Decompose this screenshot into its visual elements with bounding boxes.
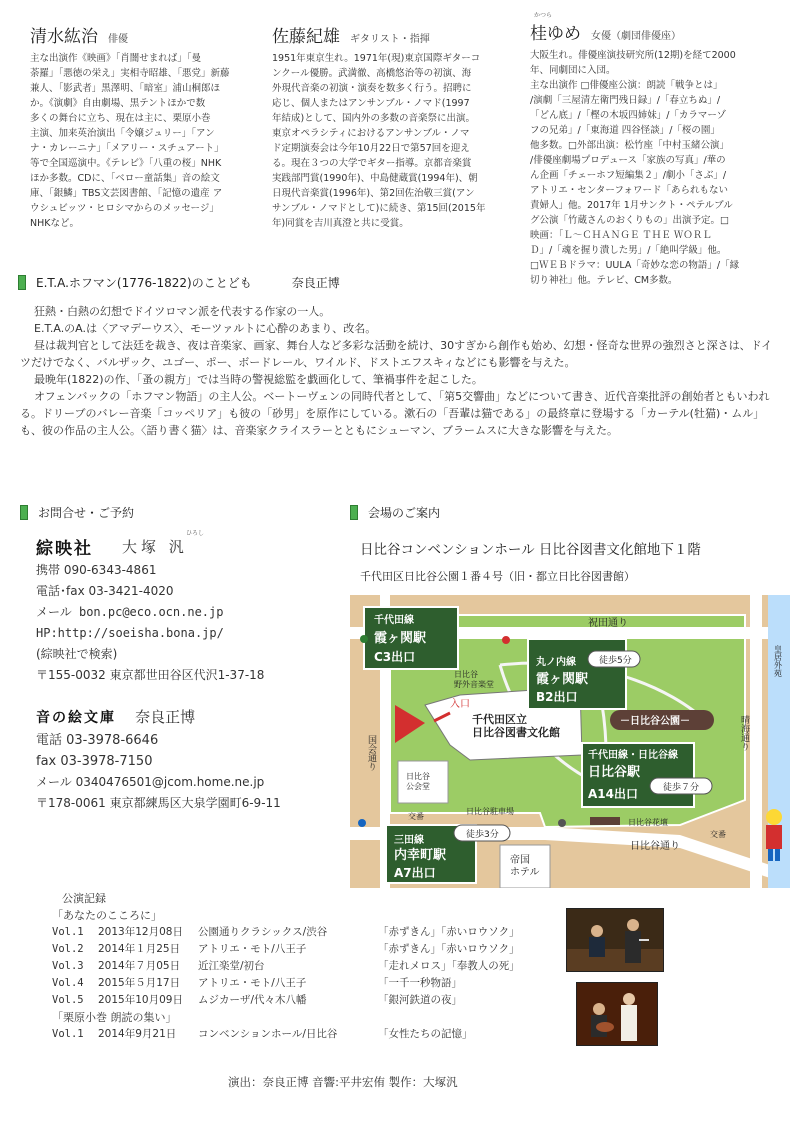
venue-address: 千代田区日比谷公園１番４号（旧・都立日比谷図書館） — [360, 570, 635, 583]
record-row — [52, 975, 562, 992]
map-label-police: 交番 — [710, 830, 726, 839]
record-works: 「銀河鉄道の夜」 — [378, 994, 462, 1006]
venue-map[interactable] — [350, 595, 790, 888]
contact-name: 大塚 汎 — [122, 538, 188, 556]
map-label-entrance: 入口 — [450, 699, 470, 710]
station-dot — [502, 636, 510, 644]
record-works: 「女性たちの記憶」 — [378, 1028, 473, 1040]
station-name: 霞ヶ関駅 — [374, 631, 427, 646]
contact-heading: お問合せ・ご予約 — [20, 502, 134, 521]
station-line: 千代田線 — [374, 615, 414, 626]
record-row — [52, 992, 562, 1009]
section-marker-icon — [20, 505, 28, 520]
profile-name: 桂ゆめ — [530, 24, 581, 44]
performance-photo — [576, 982, 658, 1046]
map-label-hotel: 帝国ホテル — [510, 855, 540, 878]
map-label-police: 交番 — [408, 812, 424, 821]
phone: 電話 03-3978-6646 — [36, 733, 159, 748]
essay-heading — [18, 272, 340, 291]
flowerbed-marker — [590, 817, 620, 825]
phone-fax: 電話･fax 03-3421-4020 — [36, 584, 174, 598]
map-label-outdoor-hall: 日比谷野外音楽堂 — [454, 670, 494, 689]
profile-name: 佐藤紀雄 — [272, 27, 340, 47]
station-exit: B2出口 — [536, 690, 578, 704]
profile-role: 女優（劇団俳優座） — [591, 31, 681, 42]
station-dot — [360, 635, 368, 643]
record-date: 2014年9月21日 — [98, 1028, 177, 1040]
record-date: 2015年５月17日 — [98, 977, 181, 989]
venue-name: 日比谷コンベンションホール 日比谷図書文化館地下１階 — [360, 542, 701, 558]
map-label-park: －日比谷公園－ — [620, 716, 690, 727]
street-label: 日比谷通り — [630, 841, 680, 852]
performance-photo-art — [567, 909, 663, 971]
essay-paragraph: 最晩年(1822)の作、「蚤の親方」では当時の警視総監を戯画化して、筆禍事件を起こした。 — [34, 373, 483, 386]
section-marker-icon — [18, 275, 26, 290]
address: 〒155-0032 東京都世田谷区代沢1-37-18 — [36, 668, 265, 682]
email-link[interactable]: メール bon.pc@eco.ocn.ne.jp — [36, 605, 224, 619]
performance-photo-art — [577, 983, 657, 1045]
record-venue: 公園通りクラシックス/渋谷 — [198, 926, 328, 938]
station-exit: A14出口 — [588, 787, 638, 801]
series2-rows — [52, 1026, 562, 1043]
record-vol: Vol.4 — [52, 977, 84, 989]
profile-role: ギタリスト・指揮 — [350, 34, 430, 45]
soeisha-logo: 綜映社 — [36, 539, 93, 559]
profile-text: 大阪生れ。俳優座演技研究所(12期)を経て2000 年、同劇団に入団。 主な出演作 □俳優座公演：朗読「戦争とは」 /演劇「三屋清左衛門残日録」/「春立ちぬ」/ 「どん底」/「樫の木坂四姉妹」/「カラマーゾ フの兄弟」/「東海道 四谷怪談」/「桜の園」 他多数。□外部出演：松竹座「中村玉緒公演」 /俳優座劇場プロデュース「家族の写真」/華の ん企画「チェーホフ短編集２」/劇小「さぶ」/ アトリエ・センターフォワード「あられもない 責婦人」他。2017年 1月サンクト・ペテルブル グ公演「竹蔵さんのおくりもの」出演予定。□ 映画：「Ｌ～ＣＨＡＮＧＥ ＴＨＥ ＷＯＲＬ Ｄ」/「魂を握り潰した男」/「絶叫学級」他。 □ＷＥＢドラマ：UULA「奇妙な恋の物語」/「縁 切り神社」他。テレビ、CM多数。 — [530, 50, 740, 286]
walk-label: 徒歩3分 — [466, 830, 499, 840]
profile-katsura — [530, 10, 792, 288]
essay-paragraph: 狂熱・白熱の幻想でドイツロマン派を代表する作家の一人。 — [34, 305, 331, 318]
homepage-link[interactable]: HP:http://soeisha.bona.jp/ — [36, 626, 224, 640]
record-vol: Vol.3 — [52, 960, 84, 972]
record-venue: アトリエ・モト/八王子 — [198, 943, 307, 955]
essay-body — [20, 303, 780, 439]
record-venue: 近江楽堂/初台 — [198, 960, 265, 972]
station-exit: A7出口 — [394, 866, 436, 880]
station-line: 丸ノ内線 — [536, 657, 576, 668]
profile-shimizu — [30, 22, 260, 231]
otonoebunko-logo: 音の絵文庫 — [36, 710, 116, 726]
profile-name: 清水紘治 — [30, 27, 98, 47]
record-vol: Vol.5 — [52, 994, 84, 1006]
record-venue: コンベンションホール/日比谷 — [198, 1028, 338, 1040]
station-name: 内幸町駅 — [394, 848, 447, 863]
street-label: 祝田通り — [588, 618, 628, 629]
station-exit: C3出口 — [374, 650, 416, 664]
profile-role: 俳優 — [108, 34, 128, 45]
series-name: 「栗原小巻 朗読の集い」 — [52, 1011, 177, 1024]
station-dot — [358, 819, 366, 827]
record-works: 「一千一秒物語」 — [378, 977, 462, 989]
record-vol: Vol.1 — [52, 926, 84, 938]
record-works: 「赤ずきん」「赤いロウソク」 — [378, 926, 520, 938]
record-vol: Vol.1 — [52, 1028, 84, 1040]
contact-soeisha — [36, 528, 336, 686]
search-hint: (綜映社で検索) — [36, 647, 118, 661]
essay-paragraph: 昼は裁判官として法廷を裁き、夜は音楽家、画家、舞台人など多彩な活動を続け、30すぎから創作も始め、幻想・怪奇な世界の強烈さと深さは、ドイツだけでなく、バルザック、ユゴー、ポー、ボードレール、ワイルド、ドストエフスキィなどにも影響を与えた。 — [20, 339, 773, 369]
contact-otonoebunko — [36, 706, 336, 814]
record-venue: ムジカーザ/代々木八幡 — [198, 994, 307, 1006]
street-label: 晴海通り — [739, 715, 749, 751]
series-name: 「あなたのこころに」 — [52, 909, 162, 922]
record-date: 2014年７月05日 — [98, 960, 181, 972]
map-label-library: 千代田区立日比谷図書文化館 — [472, 713, 560, 739]
name-ruby: かつら — [534, 12, 553, 19]
performance-photo — [566, 908, 664, 972]
record-venue: アトリエ・モト/八王子 — [198, 977, 307, 989]
station-name: 日比谷駅 — [588, 765, 641, 780]
fax: fax 03-3978-7150 — [36, 754, 153, 769]
station-name: 霞ヶ関駅 — [536, 672, 589, 687]
record-row — [52, 958, 562, 975]
map-label-flowerbed: 日比谷花壇 — [628, 818, 668, 827]
series1-rows — [52, 924, 562, 1009]
street-harumi — [750, 595, 762, 888]
profile-sato — [272, 22, 517, 231]
record-works: 「赤ずきん」「赤いロウソク」 — [378, 943, 520, 955]
station-line: 三田線 — [394, 835, 424, 846]
essay-title: E.T.A.ホフマン(1776-1822)のことども — [36, 276, 252, 290]
venue-heading: 会場のご案内 — [350, 502, 440, 521]
street-label: 皇居外苑 — [773, 645, 783, 677]
record-row — [52, 941, 562, 958]
walk-label: 徒歩5分 — [599, 656, 632, 666]
essay-paragraph: オフェンバックの「ホフマン物語」の主人公。ベートーヴェンの同時代者として、「第5交響曲」などについて書き、近代音楽批評の創始者ともいわれる。ドリーブのバレー音楽「コッペリア」も彼の「砂男」を原作にしている。漱石の「吾輩は猫である」の最終章に登場する「カーテル(牡猫)・ムル」も、彼の作品の主人公。〈語り書く猫〉は、音楽家クライスラーとともにシューマン、ブラームスに大きな影響を与えた。 — [20, 390, 770, 437]
record-row — [52, 1026, 562, 1043]
map-label-public-hall: 日比谷公会堂 — [406, 772, 430, 791]
essay-paragraph: E.T.A.のA.は〈アマデーウス〉、モーツァルトに心酔のあまり、改名。 — [34, 322, 377, 335]
mobile-phone: 携帯 090-6343-4861 — [36, 563, 157, 577]
record-vol: Vol.2 — [52, 943, 84, 955]
profile-text: 1951年東京生れ。1971年(現)東京国際ギターコ ンクール優勝。武満徹、高橋悠治等の初演、海 外現代音楽の初演・演奏を数多く行う。招聘に 応じ、個人またはアンサンブル・ノマド(1997 年結成)として、国内外の多数の音楽祭に出演。 東京オペラシティにおけるアンサンブル・ノマ ド定期演奏会は今年10月22日で第57回を迎え る。現在３つの大学でギター指導。京都音楽賞 実践部門賞(1990年)、中島健蔵賞(1994年)、朝 日現代音楽賞(1996年)、第2回佐治敬三賞(アン サンブル・ノマドとして)に続き、第15回(2015年 年)同賞を吉川真澄と共に受賞。 — [272, 53, 486, 229]
email-link[interactable]: メール 0340476501@jcom.home.ne.jp — [36, 775, 265, 789]
record-works: 「走れメロス」「奉教人の死」 — [378, 960, 520, 972]
contact-name: 奈良正博 — [135, 708, 196, 726]
profile-text: 主な出演作《映画》「肖闇せまれば」「曼 荼羅」「悪徳の栄え」実相寺昭雄、「悪党」新藤 兼人、「影武者」黒澤明、「暗室」浦山桐郎ほ か。《演劇》自由劇場、黒テントほかで数 多くの舞台に立ち、現在は主に、栗原小巻 主演、加来英治演出「令嬢ジュリー」「アン ナ・カレーニナ」「メアリー・スチュアート」 等で全国巡演中。《テレビ》「八重の桜」NHK ほか多数。CDに、「ベロー童話集」音の絵文 庫、「銀鱗」TBS文芸図書館、「記憶の遺産 ア ウシュビッツ・ヒロシマからのメッセージ」 NHKなど。 — [30, 53, 230, 229]
name-ruby: ひろし — [186, 530, 205, 537]
records-title: 公演記録 — [62, 892, 106, 905]
record-date: 2014年１月25日 — [98, 943, 181, 955]
station-dot — [558, 819, 566, 827]
records-section — [52, 890, 562, 1043]
essay-author: 奈良正博 — [291, 276, 340, 290]
record-date: 2015年10月09日 — [98, 994, 183, 1006]
map-label-parking: 日比谷駐車場 — [466, 807, 514, 816]
station-line: 千代田線・日比谷線 — [588, 750, 678, 761]
record-row — [52, 924, 562, 941]
credits: 演出：奈良正博 音響:平井宏侑 製作：大塚汎 — [228, 1075, 458, 1089]
walk-label: 徒歩７分 — [663, 783, 700, 793]
street-label: 国会通り — [366, 735, 376, 771]
section-marker-icon — [350, 505, 358, 520]
record-date: 2013年12月08日 — [98, 926, 183, 938]
address: 〒178-0061 東京都練馬区大泉学園町6-9-11 — [36, 796, 281, 810]
